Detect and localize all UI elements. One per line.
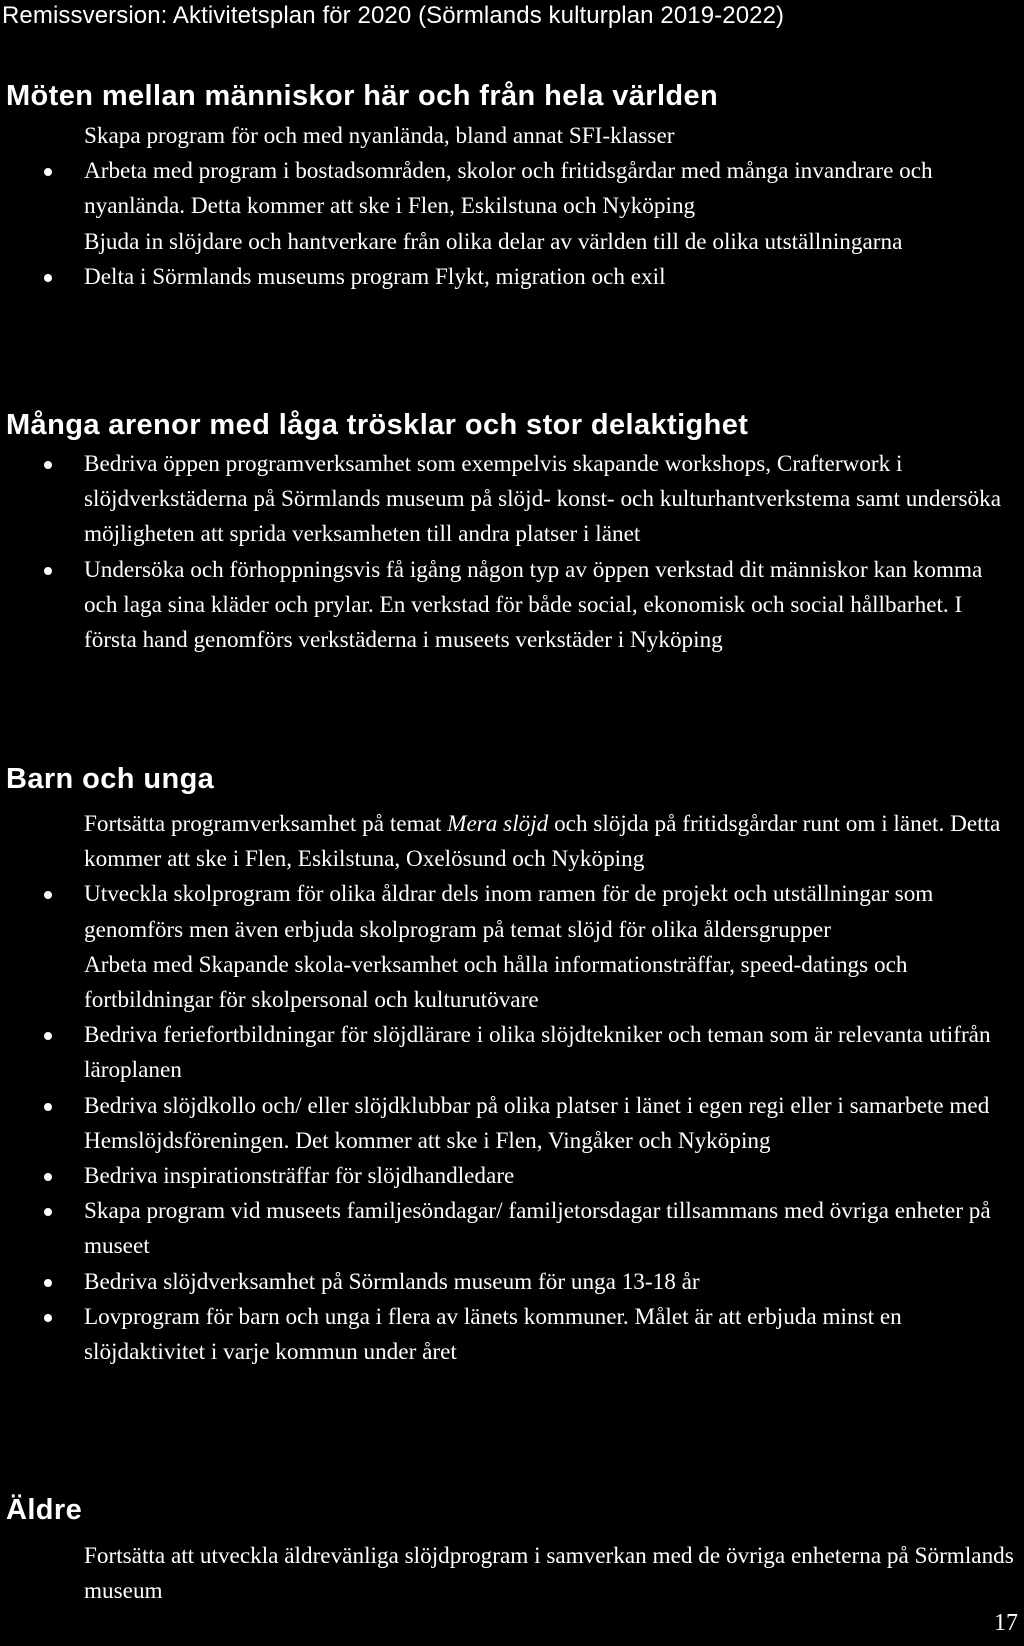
list-item: Lovprogram för barn och unga i flera av länets kommuner. Målet är att erbjuda minst en slöjdaktivitet i varje kommun under året bbox=[0, 1300, 1024, 1370]
bullet-icon bbox=[44, 168, 52, 176]
item-list bbox=[0, 447, 1024, 658]
item-list bbox=[0, 1539, 1024, 1609]
bullet-icon bbox=[44, 1279, 52, 1287]
list-item: Bedriva slöjdkollo och/ eller slöjdklubbar på olika platser i länet i egen regi eller i samarbete med Hemslöjdsföreningen. Det kommer att ske i Flen, Vingåker och Nyköping bbox=[0, 1089, 1024, 1159]
list-item: Arbeta med Skapande skola-verksamhet och hålla informationsträffar, speed-datings och fortbildningar för skolpersonal och kulturutövare bbox=[84, 951, 908, 1014]
bullet-icon bbox=[44, 461, 52, 469]
document-header: Remissversion: Aktivitetsplan för 2020 (Sörmlands kulturplan 2019-2022) bbox=[2, 2, 785, 29]
list-item: Fortsätta att utveckla äldrevänliga slöjdprogram i samverkan med de övriga enheterna på Sörmlands museum bbox=[84, 1543, 1014, 1605]
list-item: Undersöka och förhoppningsvis få igång någon typ av öppen verkstad dit människor kan komma och laga sina kläder och prylar. En verkstad för både social, ekonomisk och social hållbarhet. I första hand genomförs verkstäderna i museets verkstäder i Nyköping bbox=[0, 553, 1024, 659]
page-number: 17 bbox=[994, 1610, 1018, 1636]
bullet-icon bbox=[44, 891, 52, 899]
bullet-icon bbox=[44, 274, 52, 282]
section-title: Barn och unga bbox=[6, 763, 215, 795]
list-item: Skapa program vid museets familjesöndagar/ familjetorsdagar tillsammans med övriga enheter på museet bbox=[0, 1194, 1024, 1264]
bullet-icon bbox=[44, 1032, 52, 1040]
list-item: Bedriva öppen programverksamhet som exempelvis skapande workshops, Crafterwork i slöjdverkstäderna på Sörmlands museum på slöjd- konst- och kulturhantverkstema samt undersöka möjligheten att sprida verksamheten till andra platser i länet bbox=[0, 447, 1024, 553]
list-item: Bedriva inspirationsträffar för slöjdhandledare bbox=[0, 1159, 1024, 1194]
list-item: Delta i Sörmlands museums program Flykt, migration och exil bbox=[0, 260, 1024, 295]
item-list bbox=[0, 807, 1024, 1370]
section-title: Många arenor med låga trösklar och stor delaktighet bbox=[6, 409, 749, 441]
list-item: Utveckla skolprogram för olika åldrar dels inom ramen för de projekt och utställningar som genomförs men även erbjuda skolprogram på temat slöjd för olika åldersgrupper bbox=[0, 877, 1024, 947]
bullet-icon bbox=[44, 1103, 52, 1111]
item-list bbox=[0, 119, 1024, 295]
emphasis: Mera slöjd bbox=[447, 811, 549, 837]
bullet-icon bbox=[44, 1314, 52, 1322]
list-item: Arbeta med program i bostadsområden, skolor och fritidsgårdar med många invandrare och nyanlända. Detta kommer att ske i Flen, Eskilstuna och Nyköping bbox=[0, 154, 1024, 224]
list-item: Skapa program för och med nyanlända, bland annat SFI-klasser bbox=[84, 123, 675, 149]
bullet-icon bbox=[44, 1173, 52, 1181]
list-item: Bedriva slöjdverksamhet på Sörmlands museum för unga 13-18 år bbox=[0, 1265, 1024, 1300]
bullet-icon bbox=[44, 567, 52, 575]
list-item: Bjuda in slöjdare och hantverkare från olika delar av världen till de olika utställningarna bbox=[84, 228, 903, 255]
bullet-icon bbox=[44, 1208, 52, 1216]
section-title: Möten mellan människor här och från hela världen bbox=[6, 80, 719, 112]
section-title: Äldre bbox=[6, 1494, 83, 1526]
list-item: Fortsätta programverksamhet på temat Mera slöjd och slöjda på fritidsgårdar runt om i länet. Detta kommer att ske i Flen, Eskilstuna, Oxelösund och Nyköping bbox=[84, 811, 1001, 873]
list-item: Bedriva feriefortbildningar för slöjdlärare i olika slöjdtekniker och teman som är relevanta utifrån läroplanen bbox=[0, 1018, 1024, 1088]
